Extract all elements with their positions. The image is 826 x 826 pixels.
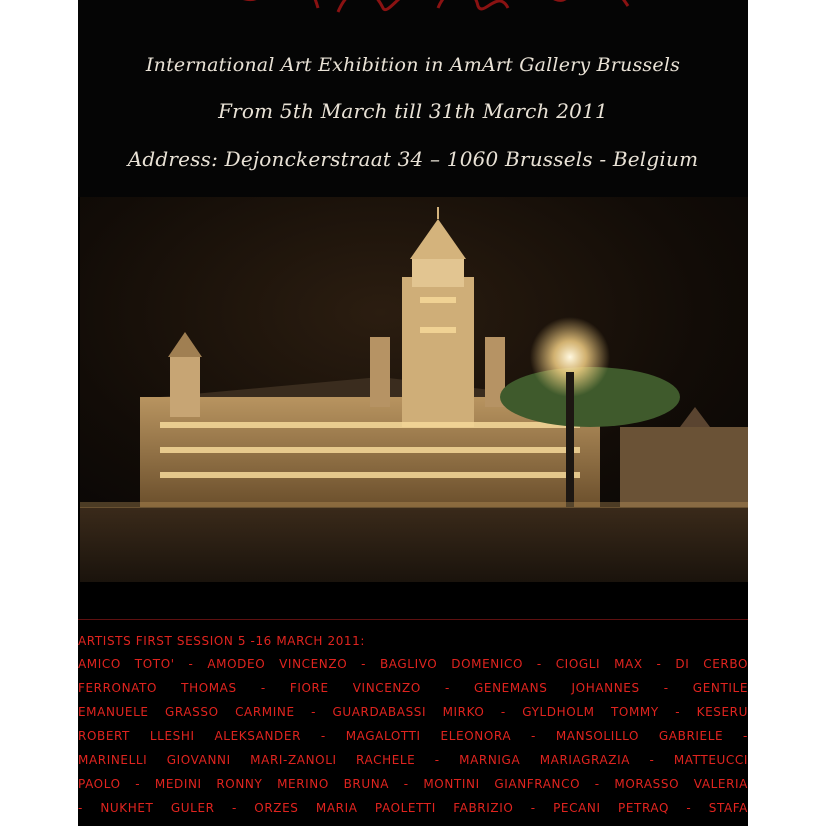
- artists-line: FERRONATO THOMAS - FIORE VINCENZO - GENEMANS JOHANNES - GENTILE: [78, 681, 748, 695]
- artists-line: - NUKHET GULER - ORZES MARIA PAOLETTI FABRIZIO - PECANI PETRAQ - STAFA: [78, 801, 748, 815]
- artists-line: AMICO TOTO' - AMODEO VINCENZO - BAGLIVO DOMENICO - CIOGLI MAX - DI CERBO: [78, 657, 748, 671]
- artists-line: EMANUELE GRASSO CARMINE - GUARDABASSI MIRKO - GYLDHOLM TOMMY - KESERU: [78, 705, 748, 719]
- exhibition-address: Address: Dejonckerstraat 34 – 1060 Brussels - Belgium: [127, 147, 699, 171]
- artists-line: PAOLO - MEDINI RONNY MERINO BRUNA - MONTINI GIANFRANCO - MORASSO VALERIA: [78, 777, 748, 791]
- exhibition-poster: [78, 0, 748, 826]
- exhibition-title: International Art Exhibition in AmArt Gallery Brussels: [145, 54, 681, 76]
- artists-line: ROBERT LLESHI ALEKSANDER - MAGALOTTI ELEONORA - MANSOLILLO GABRIELE -: [78, 729, 748, 743]
- artists-line: MARINELLI GIOVANNI MARI-ZANOLI RACHELE - MARNIGA MARIAGRAZIA - MATTEUCCI: [78, 753, 748, 767]
- exhibition-dates: From 5th March till 31th March 2011: [218, 99, 608, 123]
- logo-script-icon: [198, 0, 638, 22]
- brussels-town-hall-photo: [80, 197, 748, 582]
- section-divider: [78, 619, 748, 620]
- artists-list: [78, 630, 748, 820]
- poster-header: [78, 0, 748, 197]
- artists-heading: ARTISTS FIRST SESSION 5 -16 MARCH 2011:: [78, 634, 366, 648]
